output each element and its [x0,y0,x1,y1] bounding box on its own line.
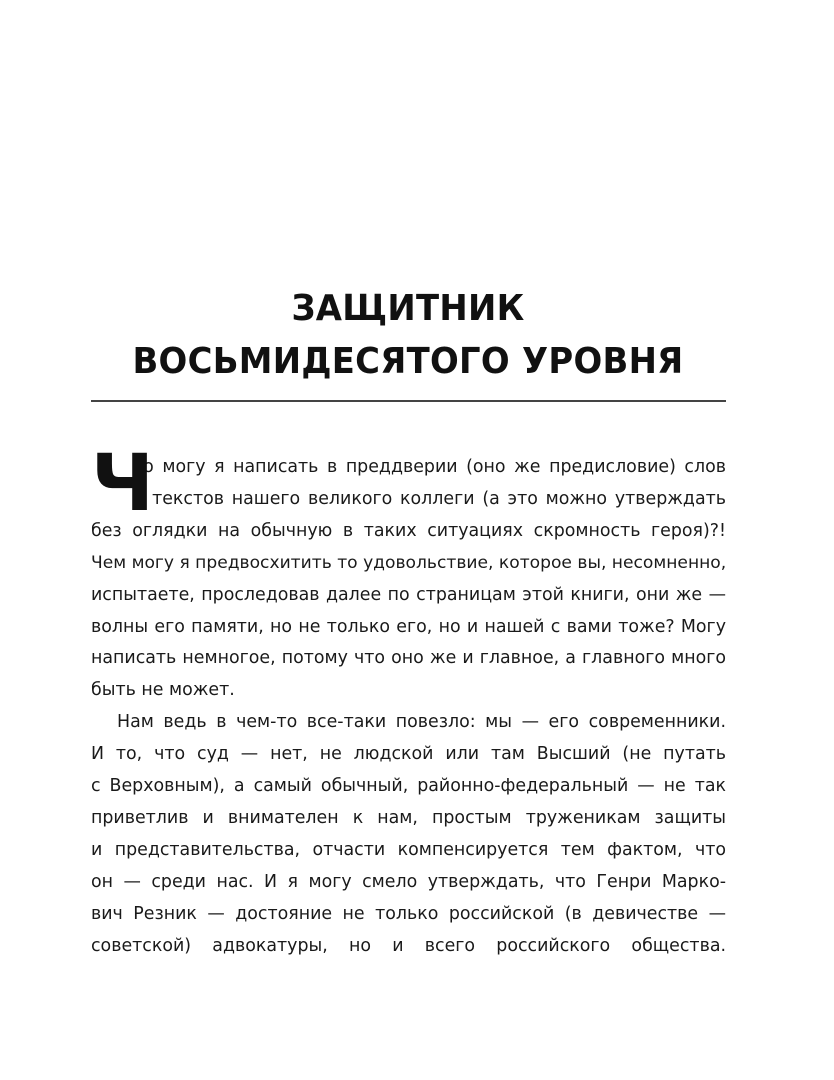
text-line: вич Резник — достояние не только российской (в девичестве — [91,903,726,924]
text-line: Нам ведь в чем-то все-таки повезло: мы — его современники. [117,712,726,733]
text-line: с Верховным), а самый обычный, районно-федеральный — не так [91,776,726,797]
drop-cap: Ч [91,439,155,529]
text-line: он — среди нас. И я могу смело утверждать, что Генри Марко- [91,871,726,892]
text-line: без оглядки на обычную в таких ситуациях скромность героя)?! [91,520,726,541]
text-line: и текстов нашего великого коллеги (а это можно утверждать [133,488,726,509]
title-divider [91,400,726,402]
text-line: приветлив и внимателен к нам, простым труженикам защиты [91,807,726,828]
text-line: волны его памяти, но не только его, но и нашей с вами тоже? Могу [91,616,726,637]
chapter-title-line-1: ЗАЩИТНИК [291,288,525,329]
text-line: советской) адвокатуры, но и всего российского общества. [91,935,726,956]
text-line: и представительства, отчасти компенсируется тем фактом, что [91,839,726,860]
chapter-title-line-2: ВОСЬМИДЕСЯТОГО УРОВНЯ [132,341,684,382]
text-line: И то, что суд — нет, не людской или там Высший (не путать [91,744,726,765]
text-line: написать немногое, потому что оно же и главное, а главного много [91,648,726,669]
text-line: испытаете, проследовав далее по страницам этой книги, они же — [91,584,726,605]
paragraph-2 [91,707,726,962]
text-line: Чем могу я предвосхитить то удовольствие, которое вы, несомненно, [91,552,727,573]
chapter-title [109,282,707,388]
chapter-body [91,439,727,963]
text-line: быть не может. [91,680,235,701]
paragraph-1 [91,439,727,707]
text-line: то могу я написать в преддверии (оно же предисловие) слов [133,457,726,477]
